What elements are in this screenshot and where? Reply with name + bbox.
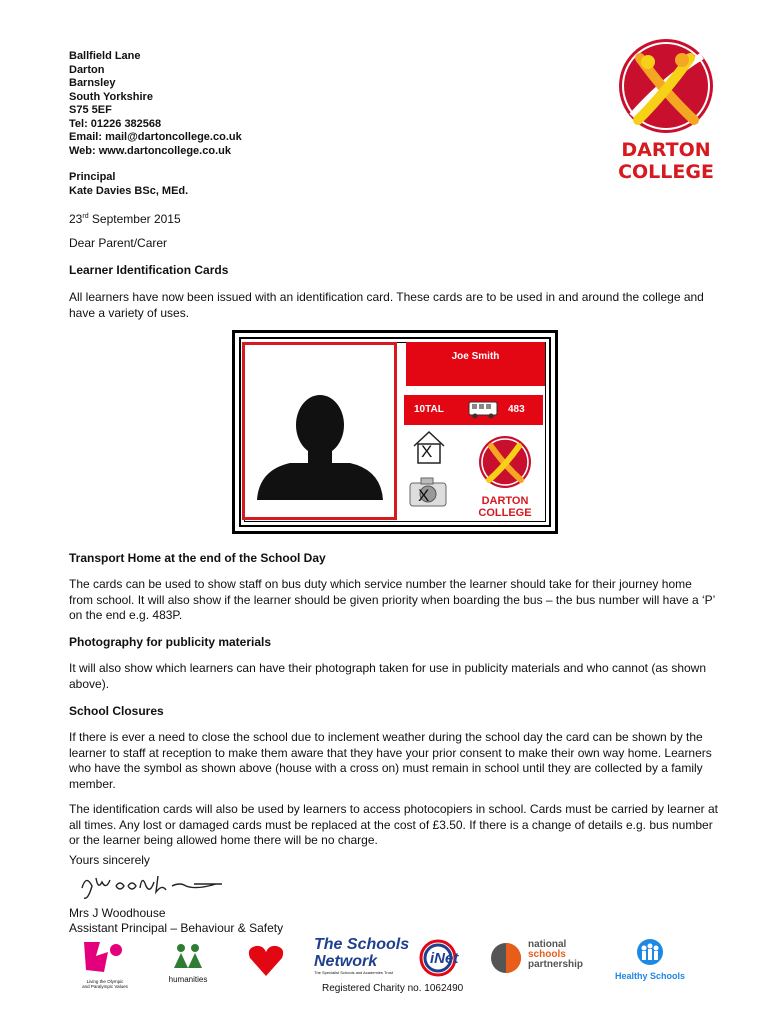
person-silhouette-icon bbox=[245, 345, 394, 517]
schools-network-line2: Network bbox=[314, 953, 378, 970]
nsp-line1: national bbox=[528, 939, 567, 950]
camera-cross-icon bbox=[408, 476, 448, 508]
signer-title: Assistant Principal – Behaviour & Safety bbox=[69, 921, 284, 935]
date-suffix: rd bbox=[82, 213, 89, 220]
address-line: Web: www.dartoncollege.co.uk bbox=[69, 144, 231, 157]
olympic-text2: and Paralympic Values bbox=[82, 984, 128, 989]
heading-closures: School Closures bbox=[69, 704, 164, 718]
date-day: 23 bbox=[69, 212, 83, 226]
charity-number: Registered Charity no. 1062490 bbox=[322, 983, 464, 994]
letter-date bbox=[69, 209, 719, 228]
card-logo-emblem-icon bbox=[475, 434, 535, 490]
address-line: S75 5EF bbox=[69, 104, 112, 116]
signature bbox=[76, 868, 236, 904]
nsp-line2: schools bbox=[528, 949, 566, 960]
inet-label: iNet bbox=[430, 950, 459, 967]
heading-id-cards: Learner Identification Cards bbox=[69, 263, 229, 277]
camera-mark: X bbox=[418, 486, 430, 505]
house-mark: X bbox=[421, 442, 433, 461]
healthy-schools-figures-icon bbox=[632, 938, 668, 966]
paragraph-photocopiers: The identification cards will also be used by learners to access photocopiers in school. Cards must be carried by learner at all times. Any lost or damaged cards must be replaced at the cost of £3.50. If there is a change of details e.g. bus number or the learner being allowed home there will be no charge. bbox=[69, 802, 718, 847]
address-line: Tel: 01226 382568 bbox=[69, 117, 162, 130]
address-block bbox=[69, 50, 242, 158]
paragraph-photography: It will also show which learners can have their photograph taken for use in publicity materials and who cannot (as shown above). bbox=[69, 661, 707, 691]
date-rest: September 2015 bbox=[88, 212, 181, 226]
olympic-values-logo bbox=[80, 938, 130, 989]
logo-line2: COLLEGE bbox=[618, 161, 714, 183]
heading-transport: Transport Home at the end of the School Day bbox=[69, 551, 326, 565]
heart-award-icon bbox=[246, 940, 286, 980]
address-line: Ballfield Lane bbox=[69, 50, 141, 62]
college-logo-emblem-icon bbox=[610, 38, 722, 134]
humanities-label: humanities bbox=[168, 975, 208, 984]
closing: Yours sincerely bbox=[69, 853, 150, 867]
humanities-logo bbox=[166, 942, 210, 984]
card-college-logo bbox=[470, 434, 540, 519]
salutation: Dear Parent/Carer bbox=[69, 236, 168, 250]
schools-network-logo bbox=[314, 936, 414, 975]
paragraph-closures: If there is ever a need to close the school due to inclement weather during the school day the card can be shown by the learner to staff at reception to make them aware that they have your prior consent to make their own way home. Learners who have the symbol as shown above (house with a cross on) must remain in school until they are collected by a family member. bbox=[69, 730, 712, 791]
signer-name: Mrs J Woodhouse bbox=[69, 906, 166, 920]
healthy-schools-logo bbox=[610, 938, 690, 981]
olympic-logo-icon bbox=[80, 938, 126, 974]
address-line: Email: mail@dartoncollege.co.uk bbox=[69, 131, 242, 143]
address-line: South Yorkshire bbox=[69, 90, 153, 103]
address-line: Darton bbox=[69, 63, 105, 76]
card-class: 10TAL bbox=[414, 404, 444, 415]
card-photo bbox=[242, 342, 397, 520]
house-cross-icon bbox=[410, 428, 448, 466]
card-logo-line1: DARTON bbox=[481, 495, 529, 507]
logo-line1: DARTON bbox=[621, 139, 711, 161]
schools-network-line1: The Schools bbox=[314, 936, 410, 953]
card-bus-number: 483 bbox=[508, 404, 525, 415]
nsp-circle-icon bbox=[490, 942, 522, 974]
nsp-line3: partnership bbox=[528, 959, 584, 970]
olympic-text1: Living the Olympic bbox=[86, 979, 124, 984]
healthy-schools-label: Healthy Schools bbox=[614, 971, 686, 981]
principal-block bbox=[69, 171, 188, 198]
bus-icon bbox=[468, 401, 498, 419]
inet-logo bbox=[416, 938, 472, 978]
address-line: Barnsley bbox=[69, 77, 116, 89]
principal-name: Kate Davies BSc, MEd. bbox=[69, 184, 189, 197]
card-logo-line2: COLLEGE bbox=[478, 507, 532, 519]
schools-network-tagline: The Specialist Schools and Academies Trust bbox=[314, 970, 393, 975]
college-logo bbox=[610, 38, 722, 183]
card-bus-bar bbox=[404, 395, 543, 425]
card-name: Joe Smith bbox=[406, 342, 545, 386]
paragraph-id-cards: All learners have now been issued with an identification card. These cards are to be used in and around the college and have a variety of uses. bbox=[69, 290, 704, 320]
principal-role: Principal bbox=[69, 171, 116, 183]
heading-photography: Photography for publicity materials bbox=[69, 635, 272, 649]
humanities-figures-icon bbox=[171, 942, 205, 970]
paragraph-transport: The cards can be used to show staff on bus duty which service number the learner should take for their journey home from school. It will also show if the learner should be given priority when boarding the bus – the bus number will have a ‘P’ on the end e.g. 483P. bbox=[69, 577, 715, 622]
